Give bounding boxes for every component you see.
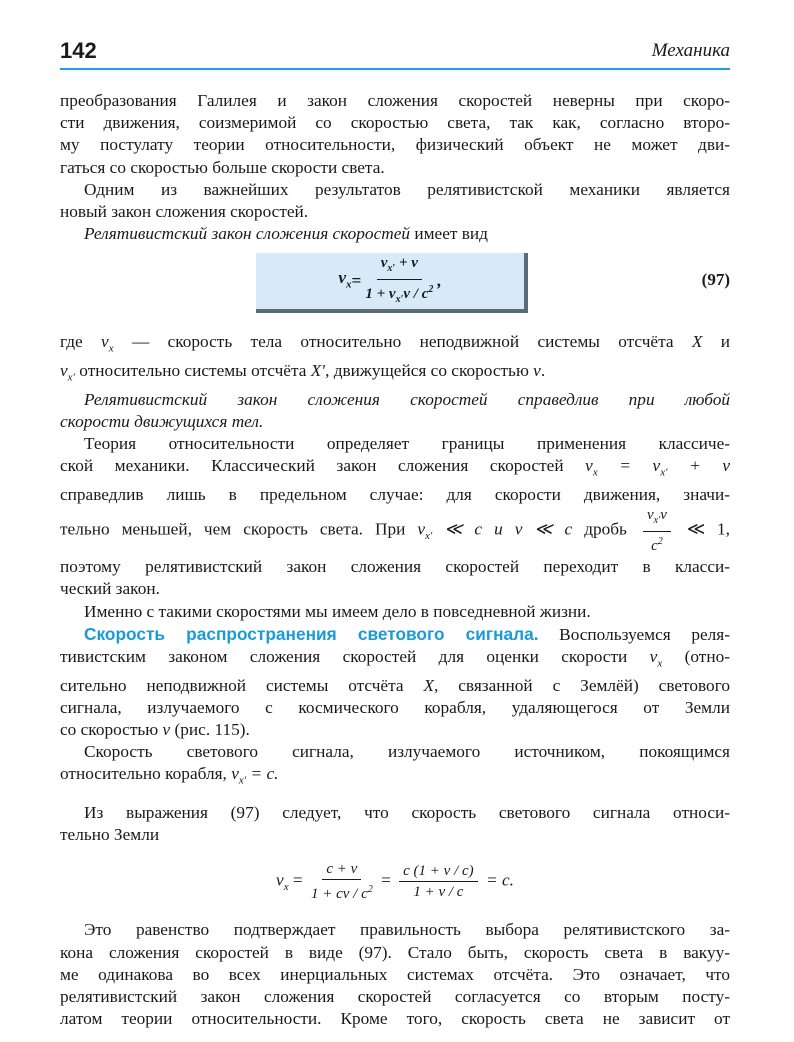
paragraph-5: [60, 389, 730, 433]
text-line: Одним из важнейших результатов релятивистской механики является: [84, 179, 730, 199]
text-line: относительно корабля, $v_{x'} = c$.: [60, 764, 279, 787]
subheading: Скорость распространения светового сигнала.: [84, 623, 539, 644]
text-line: латом теории относительности. Кроме того, скорость света не зависит от: [60, 1009, 730, 1029]
paragraph-9: [60, 741, 730, 792]
text-line: $v_{x'}$ относительно системы отсчёта X′, движущейся со скоростью v.: [60, 361, 546, 384]
header-rule: [60, 68, 730, 70]
text-line: скорости движущихся тел.: [60, 411, 264, 431]
text-line: тивистским законом сложения скоростей для оценки скорости $v_x$ (отно-: [60, 646, 730, 670]
formula-fraction: $\frac{c + v}{1 + cv / c^2}$: [310, 861, 373, 903]
text-line: Скорость распространения светового сигнала. Воспользуемся реля-: [84, 623, 730, 644]
paragraph-1: [60, 90, 730, 179]
text-line: со скоростью v (рис. 115).: [60, 720, 250, 739]
page-body: [60, 90, 730, 1030]
text-line: гаться со скоростью больше скорости света.: [60, 157, 385, 177]
text-line: где $v_x$ — скорость тела относительно неподвижной системы отсчёта X и: [60, 332, 731, 355]
paragraph-11: [60, 919, 730, 1030]
text-line: релятивистский закон сложения скоростей согласуется со вторым посту-: [60, 987, 730, 1007]
fraction-numerator: $v_{x'} + v$: [377, 254, 422, 280]
text-line: поэтому релятивистский закон сложения скоростей переходит в класси-: [60, 557, 730, 577]
text-run: имеет вид: [410, 224, 488, 244]
text-line: Релятивистский закон сложения скоростей справедлив при любой: [84, 389, 730, 409]
text-line: тельно Земли: [60, 825, 160, 845]
paragraph-2: [60, 179, 730, 223]
text-line: ческий закон.: [60, 579, 160, 599]
fraction-denominator: $1 + v_{x'}v / c^2$: [365, 283, 434, 305]
text-line: Именно с такими скоростями мы имеем дело в повседневной жизни.: [84, 601, 591, 621]
text-line: ской механики. Классический закон сложения скоростей $v_x = v_{x'} + v$: [60, 456, 730, 479]
paragraph-7: [60, 601, 730, 623]
text-line: сигнала, излучаемого с космического корабля, удаляющегося от Земли: [60, 697, 730, 717]
text-line: новый закон сложения скоростей.: [60, 202, 309, 222]
inline-fraction: $\frac{v_{x'}v}{c^2}$: [643, 506, 671, 555]
text-line: преобразования Галилея и закон сложения скоростей неверны при скоро-: [60, 91, 730, 110]
text-line: му постулату теории относительности, физический объект не может дви-: [60, 135, 730, 155]
paragraph-4: [60, 331, 730, 388]
page-number: 142: [60, 38, 97, 63]
formula-2: $v_x$ = $\frac{c + v}{1 + cv / c^2}$ = $\frac{c (1 + v / c)}{1 + v / c}$ = c.: [276, 861, 514, 903]
formula-97-box: [256, 253, 528, 313]
formula-fraction: [365, 254, 433, 309]
text-line: Это равенство подтверждает правильность выбора релятивистского за-: [84, 920, 730, 940]
italic-term: Релятивистский закон сложения скоростей: [84, 224, 411, 244]
paragraph-8: [60, 623, 730, 741]
text-line: Теория относительности определяет границы применения классиче-: [84, 434, 730, 454]
text-line: Из выражения (97) следует, что скорость светового сигнала относи-: [84, 803, 730, 823]
text-line: ме одинакова во всех инерциальных системах отсчёта. Это означает, что: [60, 964, 730, 984]
paragraph-6: [60, 433, 730, 600]
page-header: [60, 38, 730, 68]
text-line: Скорость светового сигнала, излучаемого источником, покоящимся: [84, 742, 730, 762]
text-line: тельно меньшей, чем скорость света. При $v_{x'}$ ≪ c и v ≪ c дробь $\frac{v_{x'}v}{c^2}$ ≪ 1,: [60, 507, 730, 555]
formula-97-row: [60, 253, 730, 325]
formula-lhs: $v_x$: [338, 268, 352, 291]
text-line: сти движения, соизмеримой со скоростью света, так как, согласно второ-: [60, 113, 730, 133]
formula-fraction: $\frac{c (1 + v / c)}{1 + v / c}$: [399, 862, 478, 901]
section-title: Механика: [651, 40, 730, 61]
text-line: сительно неподвижной системы отсчёта X, связанной с Землёй) светового: [60, 675, 730, 695]
formula-tail: ,: [437, 271, 442, 291]
paragraph-10: [60, 802, 730, 846]
text-line: справедлив лишь в предельном случае: для скорости движения, значи-: [60, 485, 730, 504]
formula-eq: =: [351, 271, 362, 291]
text-line: кона сложения скоростей в виде (97). Стало быть, скорость света в вакуу-: [60, 942, 730, 962]
equation-number: (97): [701, 270, 730, 290]
paragraph-3: [60, 223, 730, 245]
